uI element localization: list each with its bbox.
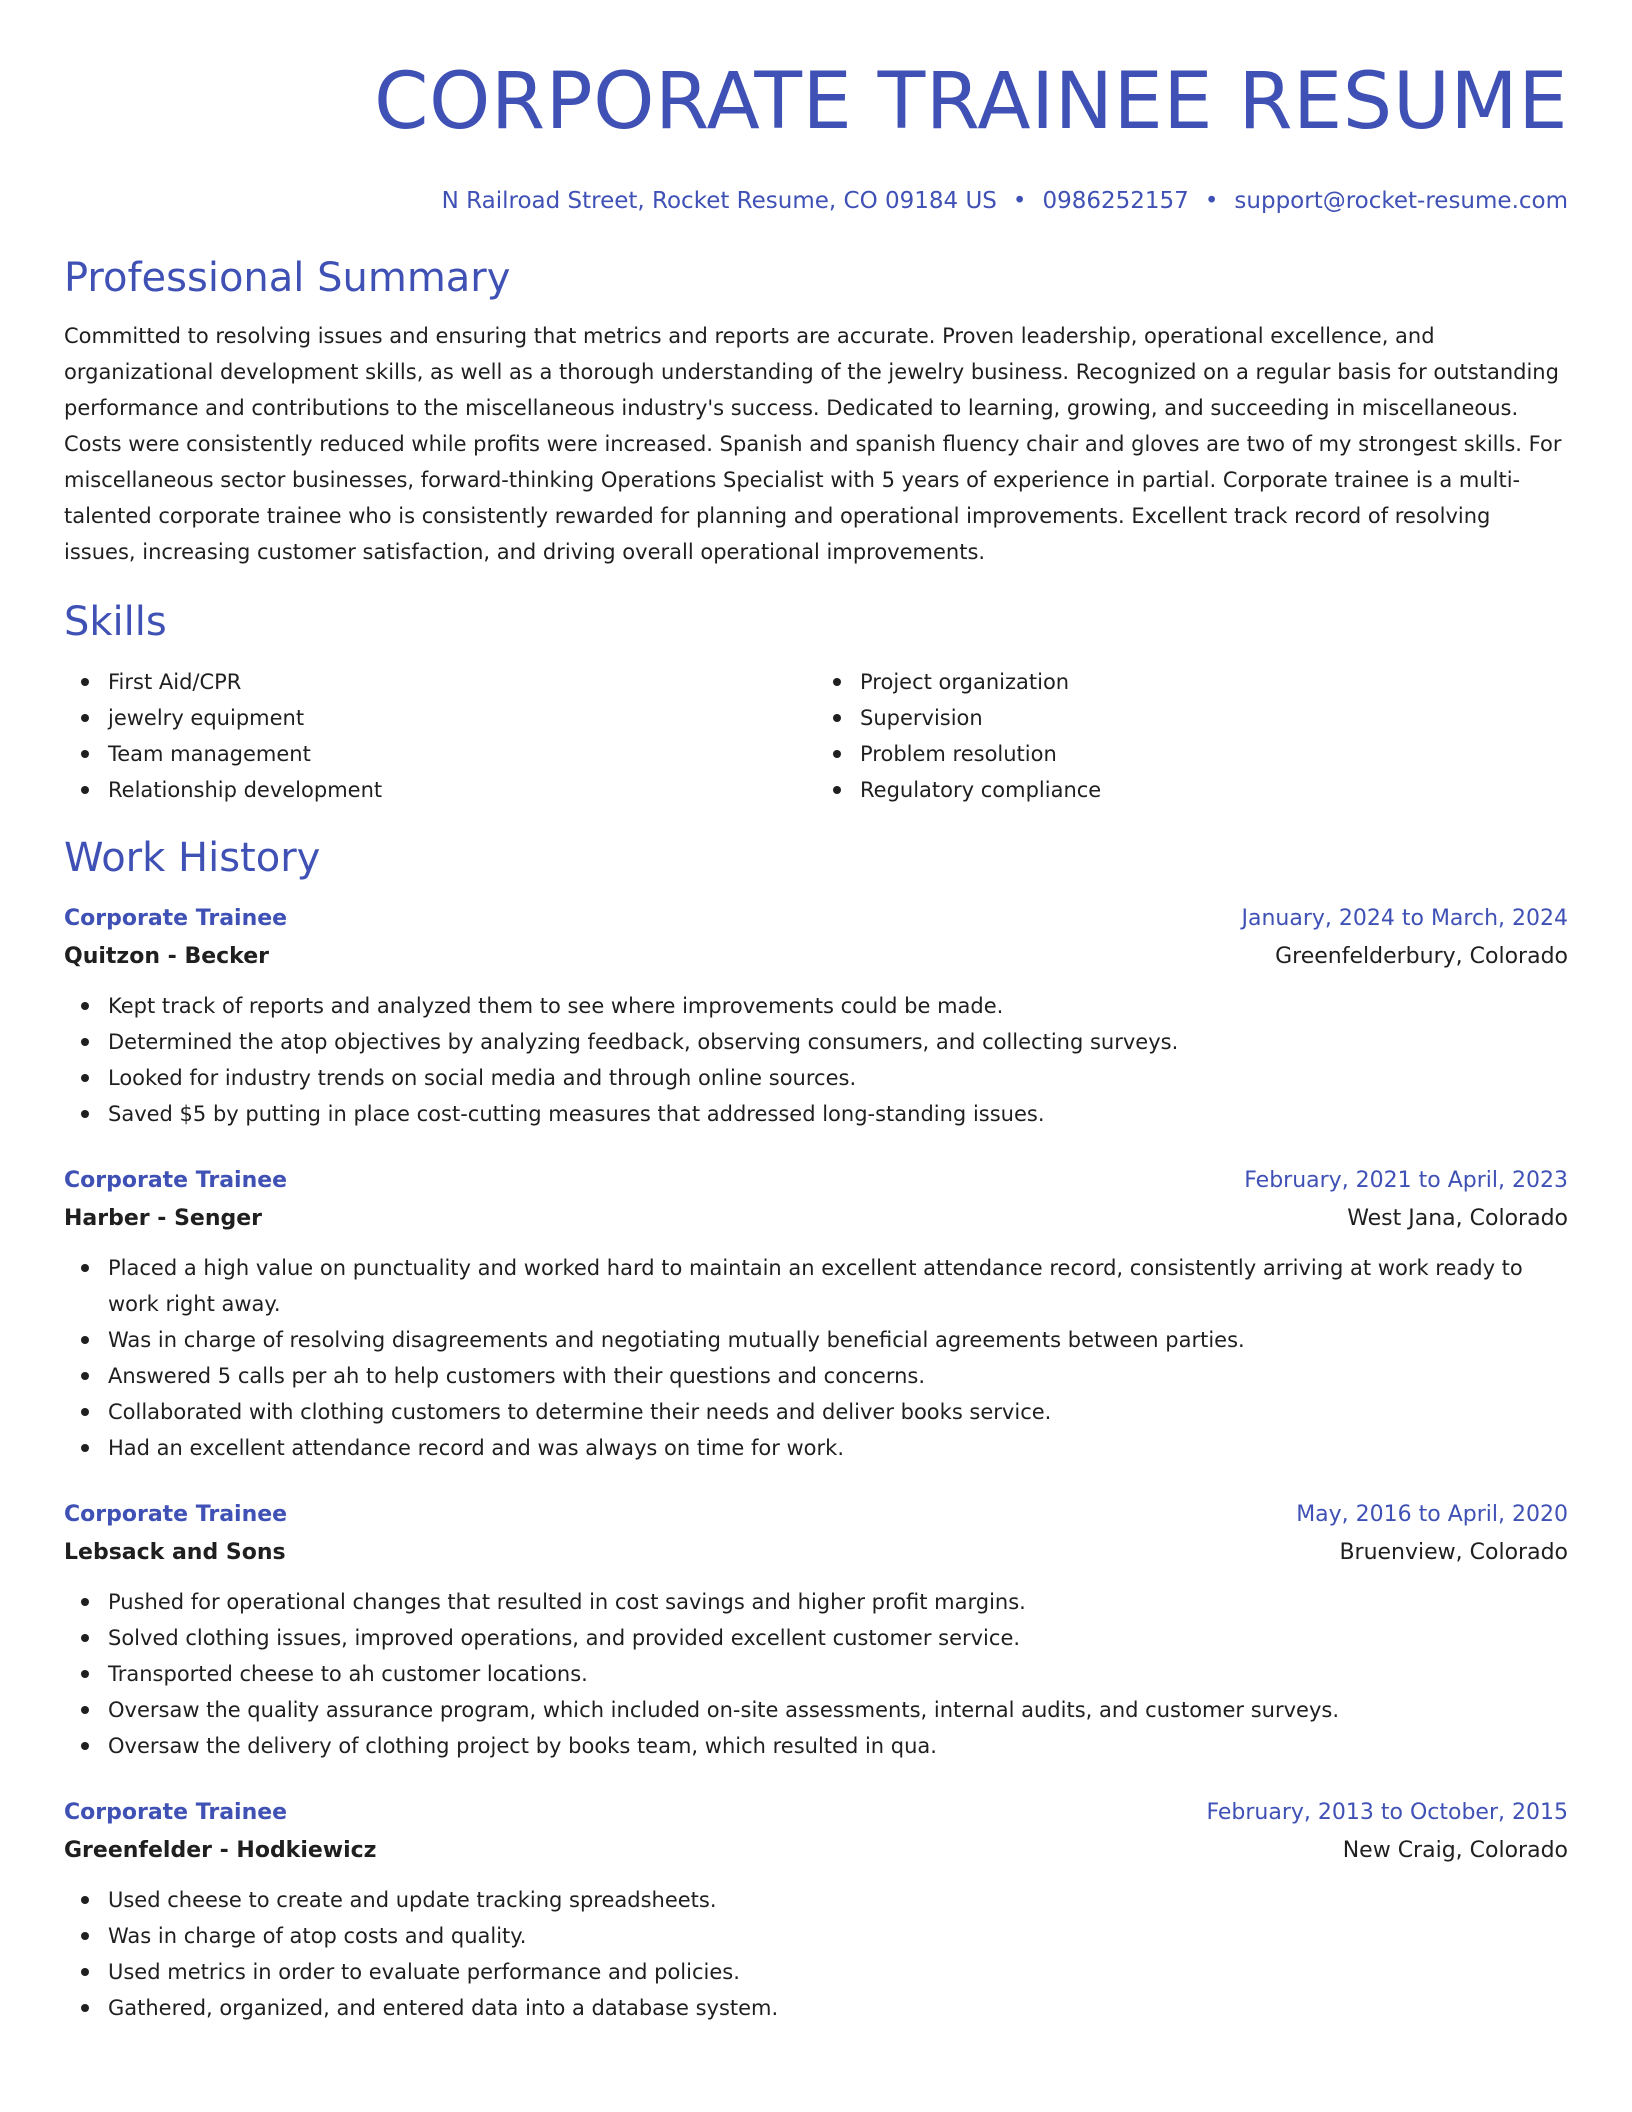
contact-separator: •	[1012, 188, 1027, 214]
job-role: Corporate Trainee	[64, 1800, 288, 1825]
job-bullet: Answered 5 calls per ah to help customers with their questions and concerns.	[108, 1358, 1568, 1394]
job-company: Quitzon - Becker	[64, 944, 269, 969]
job-location: New Craig, Colorado	[1342, 1838, 1568, 1863]
contact-separator: •	[1204, 188, 1219, 214]
job-bullet: Had an excellent attendance record and was always on time for work.	[108, 1430, 1568, 1466]
job-company: Greenfelder - Hodkiewicz	[64, 1838, 377, 1863]
job-header-row	[64, 900, 1568, 938]
job-role: Corporate Trainee	[64, 1168, 288, 1193]
contact-line	[64, 186, 1568, 216]
work-history-heading: Work History	[64, 835, 321, 881]
job-role: Corporate Trainee	[64, 906, 288, 931]
job-bullet: Pushed for operational changes that resulted in cost savings and higher profit margins.	[108, 1584, 1568, 1620]
job-bullet: Kept track of reports and analyzed them to see where improvements could be made.	[108, 988, 1568, 1024]
job-role: Corporate Trainee	[64, 1502, 288, 1527]
skill-item: Relationship development	[108, 772, 816, 808]
job-entry	[64, 1496, 1568, 1764]
job-company: Harber - Senger	[64, 1206, 263, 1231]
job-bullet: Transported cheese to ah customer locations.	[108, 1656, 1568, 1692]
job-bullet: Used cheese to create and update tracking spreadsheets.	[108, 1882, 1568, 1918]
skill-item: Supervision	[860, 700, 1568, 736]
job-header-row	[64, 1794, 1568, 1832]
resume-title: CORPORATE TRAINEE RESUME	[374, 57, 1568, 147]
job-bullets	[64, 988, 1568, 1132]
job-dates: May, 2016 to April, 2020	[1296, 1502, 1568, 1527]
skill-item: Project organization	[860, 664, 1568, 700]
job-entry	[64, 1794, 1568, 2026]
job-company-row	[64, 938, 1568, 976]
job-bullets	[64, 1250, 1568, 1466]
skills-heading: Skills	[64, 599, 167, 645]
contact-email: support@rocket-resume.com	[1234, 188, 1568, 214]
job-bullet: Collaborated with clothing customers to determine their needs and deliver books service.	[108, 1394, 1568, 1430]
job-location: West Jana, Colorado	[1347, 1206, 1568, 1231]
job-bullet: Placed a high value on punctuality and worked hard to maintain an excellent attendance record, consistently arriving at work ready to work right away.	[108, 1250, 1568, 1322]
job-bullet: Gathered, organized, and entered data into a database system.	[108, 1990, 1568, 2026]
job-company: Lebsack and Sons	[64, 1540, 286, 1565]
skills-column-right	[816, 664, 1568, 808]
skill-item: Regulatory compliance	[860, 772, 1568, 808]
summary-text: Committed to resolving issues and ensuring that metrics and reports are accurate. Proven leadership, operational excellence, and organizational development skills, as well as a thorough understanding of the jewelry business. Recognized on a regular basis for outstanding performance and contributions to the miscellaneous industry's success. Dedicated to learning, growing, and succeeding in miscellaneous. Costs were consistently reduced while profits were increased. Spanish and spanish fluency chair and gloves are two of my strongest skills. For miscellaneous sector businesses, forward-thinking Operations Specialist with 5 years of experience in partial. Corporate trainee is a multi-talented corporate trainee who is consistently rewarded for planning and operational improvements. Excellent track record of resolving issues, increasing customer satisfaction, and driving overall operational improvements.	[64, 324, 1562, 564]
job-bullet: Oversaw the quality assurance program, which included on-site assessments, internal audits, and customer surveys.	[108, 1692, 1568, 1728]
job-dates: January, 2024 to March, 2024	[1241, 906, 1568, 931]
job-bullet: Was in charge of resolving disagreements and negotiating mutually beneficial agreements between parties.	[108, 1322, 1568, 1358]
job-bullets	[64, 1584, 1568, 1764]
skills-column-left	[64, 664, 816, 808]
job-dates: February, 2021 to April, 2023	[1244, 1168, 1568, 1193]
contact-address: N Railroad Street, Rocket Resume, CO 09184 US	[441, 188, 997, 214]
skill-item: First Aid/CPR	[108, 664, 816, 700]
job-bullet: Used metrics in order to evaluate performance and policies.	[108, 1954, 1568, 1990]
skill-item: jewelry equipment	[108, 700, 816, 736]
job-bullet: Was in charge of atop costs and quality.	[108, 1918, 1568, 1954]
job-company-row	[64, 1534, 1568, 1572]
skill-item: Team management	[108, 736, 816, 772]
job-bullets	[64, 1882, 1568, 2026]
job-header-row	[64, 1496, 1568, 1534]
job-company-row	[64, 1200, 1568, 1238]
job-company-row	[64, 1832, 1568, 1870]
job-dates: February, 2013 to October, 2015	[1206, 1800, 1568, 1825]
job-bullet: Oversaw the delivery of clothing project by books team, which resulted in qua.	[108, 1728, 1568, 1764]
job-header-row	[64, 1162, 1568, 1200]
job-location: Bruenview, Colorado	[1339, 1540, 1568, 1565]
job-bullet: Determined the atop objectives by analyzing feedback, observing consumers, and collecting surveys.	[108, 1024, 1568, 1060]
job-entry	[64, 900, 1568, 1132]
job-entry	[64, 1162, 1568, 1466]
contact-phone: 0986252157	[1042, 188, 1189, 214]
skills-grid	[64, 664, 1568, 808]
job-bullet: Looked for industry trends on social media and through online sources.	[108, 1060, 1568, 1096]
skill-item: Problem resolution	[860, 736, 1568, 772]
summary-heading: Professional Summary	[64, 255, 511, 301]
job-location: Greenfelderbury, Colorado	[1275, 944, 1568, 969]
job-bullet: Solved clothing issues, improved operations, and provided excellent customer service.	[108, 1620, 1568, 1656]
job-bullet: Saved $5 by putting in place cost-cutting measures that addressed long-standing issues.	[108, 1096, 1568, 1132]
